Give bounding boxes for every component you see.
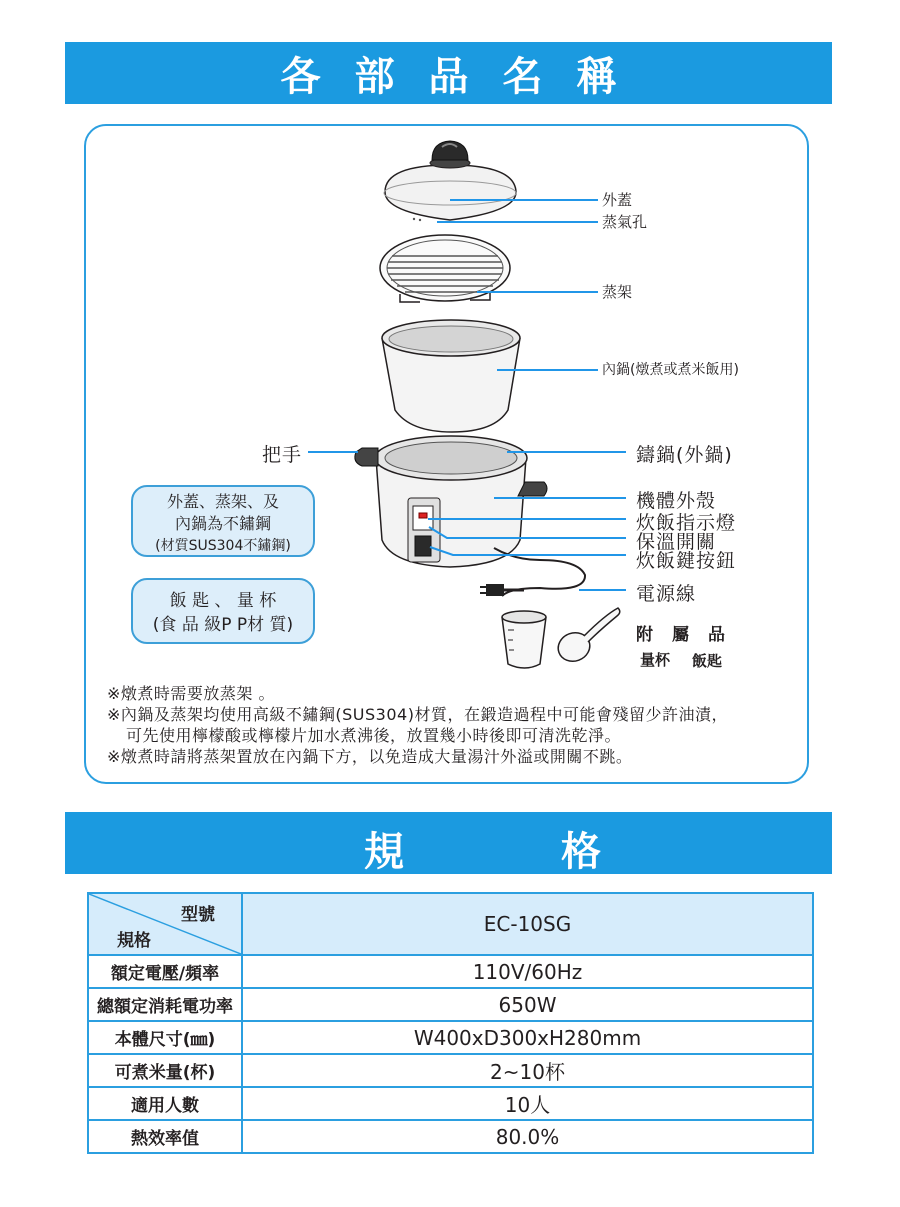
row-value: 10人	[242, 1087, 813, 1120]
lid-illustration	[384, 141, 516, 221]
inner-pot-illustration	[382, 320, 520, 432]
label-lid: 外蓋	[602, 191, 633, 209]
model-cell: EC-10SG	[242, 893, 813, 955]
header-model-label: 型號	[181, 905, 215, 925]
parts-section-title: 各部品名稱	[280, 53, 651, 100]
pp-material-note	[131, 578, 315, 644]
row-value: 650W	[242, 988, 813, 1021]
label-steam-hole: 蒸氣孔	[602, 213, 648, 231]
label-spoon: 飯匙	[692, 652, 723, 670]
label-cook-indicator: 炊飯指示燈	[636, 512, 737, 534]
stainless-material-note	[131, 485, 315, 557]
note-1: ※燉煮時需要放蒸架 。	[107, 684, 275, 703]
note-2a: ※內鍋及蒸架均使用高級不鏽鋼(SUS304)材質，在鍛造過程中可能會殘留少許油漬，	[107, 705, 728, 724]
label-inner-pot: 內鍋(燉煮或煮米飯用)	[602, 362, 739, 378]
spec-table	[87, 892, 814, 1154]
spec-title-left: 規	[364, 829, 404, 875]
row-value: 110V/60Hz	[242, 955, 813, 988]
row-key: 總額定消耗電功率	[88, 988, 242, 1021]
table-row	[88, 988, 813, 1021]
stainless-note-line1: 外蓋、蒸架、及	[166, 492, 279, 511]
row-key: 額定電壓/頻率	[88, 955, 242, 988]
header-corner-cell	[88, 893, 242, 955]
corner-diagonal	[89, 894, 241, 954]
row-key: 本體尺寸(㎜)	[88, 1021, 242, 1054]
label-handle: 把手	[262, 444, 303, 466]
table-row	[88, 1120, 813, 1153]
label-cast-pot: 鑄鍋(外鍋)	[636, 444, 733, 466]
header-spec-label: 規格	[117, 931, 151, 951]
row-key: 熱效率值	[88, 1120, 242, 1153]
label-body-shell: 機體外殼	[636, 490, 717, 512]
pp-note-line2: (食 品 級P P材 質)	[152, 615, 294, 635]
note-2b: 可先使用檸檬酸或檸檬片加水煮沸後，放置幾小時後即可清洗乾淨。	[126, 726, 622, 745]
row-key: 適用人數	[88, 1087, 242, 1120]
label-accessories: 附 屬 品	[636, 625, 726, 645]
pp-note-line1: 飯 匙 、 量 杯	[169, 591, 277, 611]
table-row	[88, 1087, 813, 1120]
table-row	[88, 955, 813, 988]
table-row	[88, 1054, 813, 1087]
label-power-cord: 電源線	[636, 583, 697, 605]
accessories-illustration	[502, 608, 620, 668]
stainless-note-line2: 內鍋為不鏽鋼	[174, 514, 271, 533]
label-steam-rack: 蒸架	[602, 283, 633, 301]
spec-section-banner	[65, 812, 832, 874]
note-3: ※燉煮時請將蒸架置放在內鍋下方，以免造成大量湯汁外溢或開關不跳。	[107, 747, 633, 766]
label-cook-button: 炊飯鍵按鈕	[636, 550, 737, 572]
table-row	[88, 1021, 813, 1054]
row-value: W400xD300xH280mm	[242, 1021, 813, 1054]
row-value: 2~10杯	[242, 1054, 813, 1087]
cooker-body-illustration	[355, 436, 585, 596]
row-value: 80.0%	[242, 1120, 813, 1153]
spec-table-header	[88, 893, 813, 955]
label-cup: 量杯	[640, 651, 671, 669]
spec-title-right: 格	[561, 829, 601, 875]
row-key: 可煮米量(杯)	[88, 1054, 242, 1087]
label-warm-switch: 保溫開關	[636, 531, 717, 553]
stainless-note-line3: (材質SUS304不鏽鋼)	[155, 538, 291, 554]
